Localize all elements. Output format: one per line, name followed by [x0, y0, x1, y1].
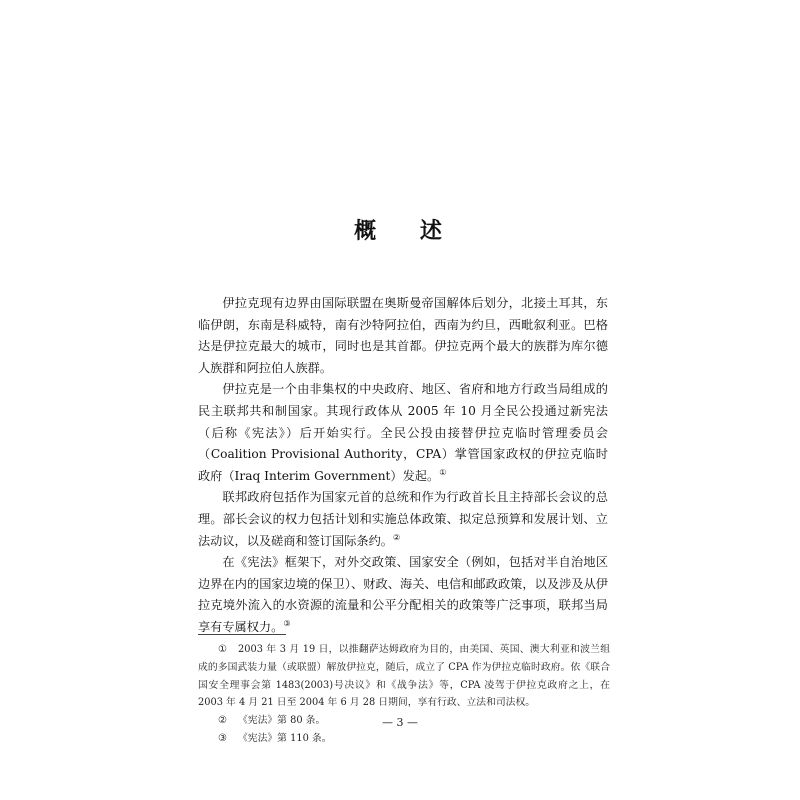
- paragraph-text: 联邦政府包括作为国家元首的总统和作为行政首长且主持部长会议的总理。部长会议的权力包括计划和实施总体政策、拟定总预算和发展计划、立法动议，以及磋商和签订国际条约。: [198, 490, 608, 548]
- footnote: [198, 641, 610, 712]
- footnote-text: 2003 年 3 月 19 日，以推翻萨达姆政府为目的，由美国、英国、澳大利亚和波兰组成的多国武装力量（或联盟）解放伊拉克，随后，成立了 CPA 作为伊拉克临时政府。依《联合国安全理事会第 1483(2003)号决议》和《战争法》等，CPA 凌驾于伊拉克政府之上，在 2003 年 4 月 21 日至 2004 年 6 月 28 日期间，享有行政、立法和司法权。: [198, 644, 610, 709]
- paragraph-text: 伊拉克是一个由非集权的中央政府、地区、省府和地方行政当局组成的民主联邦共和制国家。其现行政体从 2005 年 10 月全民公投通过新宪法（后称《宪法》）后开始实行。全民公投由接替伊拉克临时管理委员会（Coalition Provisional Authority，CPA）掌管国家政权的伊拉克临时政府（Iraq Interim Government）发起。: [198, 382, 608, 483]
- chapter-title: 概 述: [354, 219, 460, 244]
- footnote-divider: [198, 634, 286, 635]
- footnote-text: 《宪法》第 80 条。: [238, 715, 326, 727]
- paragraph-text: 在《宪法》框架下，对外交政策、国家安全（例如，包括对半自治地区边界在内的国家边境的保卫）、财政、海关、电信和邮政政策，以及涉及从伊拉克境外流入的水资源的流量和公平分配相关的政策等广泛事项，联邦当局享有专属权力。: [198, 555, 608, 634]
- footnote-text: 《宪法》第 110 条。: [238, 732, 332, 744]
- footnote-marker: ①: [218, 644, 227, 655]
- page-number: — 3 —: [382, 716, 418, 729]
- footnote-ref[interactable]: ①: [439, 467, 447, 477]
- footnote-marker: ③: [218, 732, 227, 744]
- paragraph: [198, 552, 608, 638]
- paragraph: [198, 293, 608, 379]
- paragraph-text: 伊拉克现有边界由国际联盟在奥斯曼帝国解体后划分，北接土耳其，东临伊朗，东南是科威特，南有沙特阿拉伯，西南为约旦，西毗叙利亚。巴格达是伊拉克最大的城市，同时也是其首都。伊拉克两个最大的族群为库尔德人族群和阿拉伯人族群。: [198, 296, 608, 375]
- paragraph: [198, 379, 608, 487]
- footnote-marker: ②: [218, 715, 227, 727]
- footnote: [198, 730, 610, 748]
- footnote-ref[interactable]: ②: [393, 532, 401, 542]
- paragraph: [198, 487, 608, 552]
- footnotes: [198, 641, 610, 748]
- body-text: [198, 293, 608, 639]
- footnote-ref[interactable]: ③: [283, 618, 291, 628]
